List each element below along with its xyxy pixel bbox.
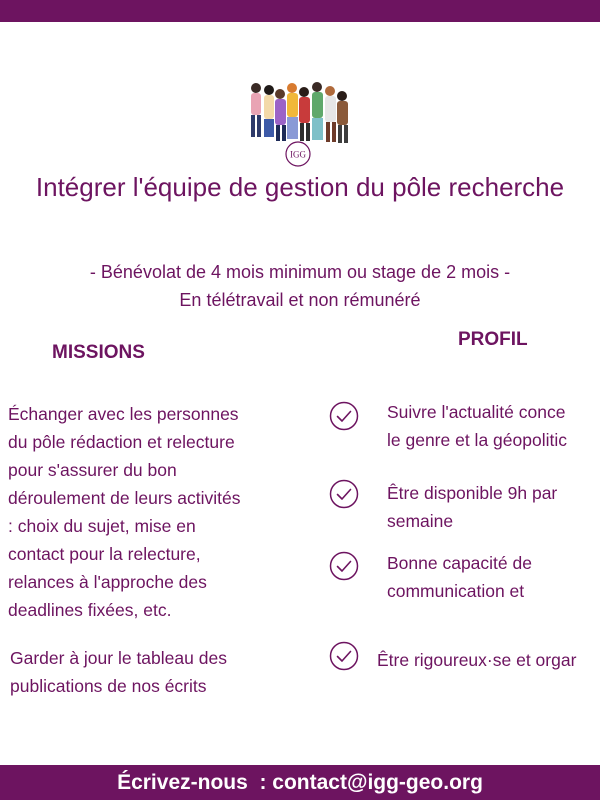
logo-text: IGG xyxy=(290,149,306,160)
check-circle-icon xyxy=(329,401,359,431)
mission-item-2 xyxy=(10,644,300,700)
profil-line: Suivre l'actualité conce xyxy=(387,402,566,422)
check-circle-icon xyxy=(329,641,359,671)
mission-line: deadlines fixées, etc. xyxy=(8,600,172,620)
mission-line: Échanger avec les personnes xyxy=(8,404,239,424)
profil-line: communication et xyxy=(387,581,525,601)
check-circle-icon xyxy=(329,551,359,581)
profil-line: Être rigoureux·se et orgar xyxy=(377,650,577,670)
top-banner xyxy=(0,0,600,22)
check-circle-icon xyxy=(329,479,359,509)
mission-line: relances à l'approche des xyxy=(8,572,207,592)
igg-logo xyxy=(286,142,310,166)
mission-line: publications de nos écrits xyxy=(10,676,207,696)
mission-line: : choix du sujet, mise en xyxy=(8,516,196,536)
missions-heading: MISSIONS xyxy=(52,342,145,363)
mission-line: déroulement de leurs activités xyxy=(8,488,241,508)
profil-line: semaine xyxy=(387,511,454,531)
page-title: Intégrer l'équipe de gestion du pôle recherche xyxy=(35,172,565,202)
profil-line: le genre et la géopolitic xyxy=(387,430,567,450)
mission-line: pour s'assurer du bon xyxy=(8,460,177,480)
profil-heading: PROFIL xyxy=(458,329,528,350)
profil-item-text xyxy=(377,646,576,674)
footer-banner xyxy=(0,765,600,800)
profil-item-text xyxy=(387,549,532,605)
team-illustration xyxy=(242,78,354,168)
subtitle-line-2: En télétravail et non rémunéré xyxy=(179,290,421,310)
subtitle xyxy=(0,258,600,314)
profil-line: Bonne capacité de xyxy=(387,553,532,573)
mission-line: Garder à jour le tableau des xyxy=(10,648,227,668)
mission-line: du pôle rédaction et relecture xyxy=(8,432,235,452)
profil-item-text xyxy=(387,479,557,535)
subtitle-line-1: - Bénévolat de 4 mois minimum ou stage de 2 mois - xyxy=(89,262,511,282)
mission-line: contact pour la relecture, xyxy=(8,544,201,564)
profil-item-text xyxy=(387,398,567,454)
contact-text[interactable]: Écrivez-nous : contact@igg-geo.org xyxy=(117,770,483,794)
mission-item-1 xyxy=(8,400,298,624)
profil-line: Être disponible 9h par xyxy=(387,483,558,503)
